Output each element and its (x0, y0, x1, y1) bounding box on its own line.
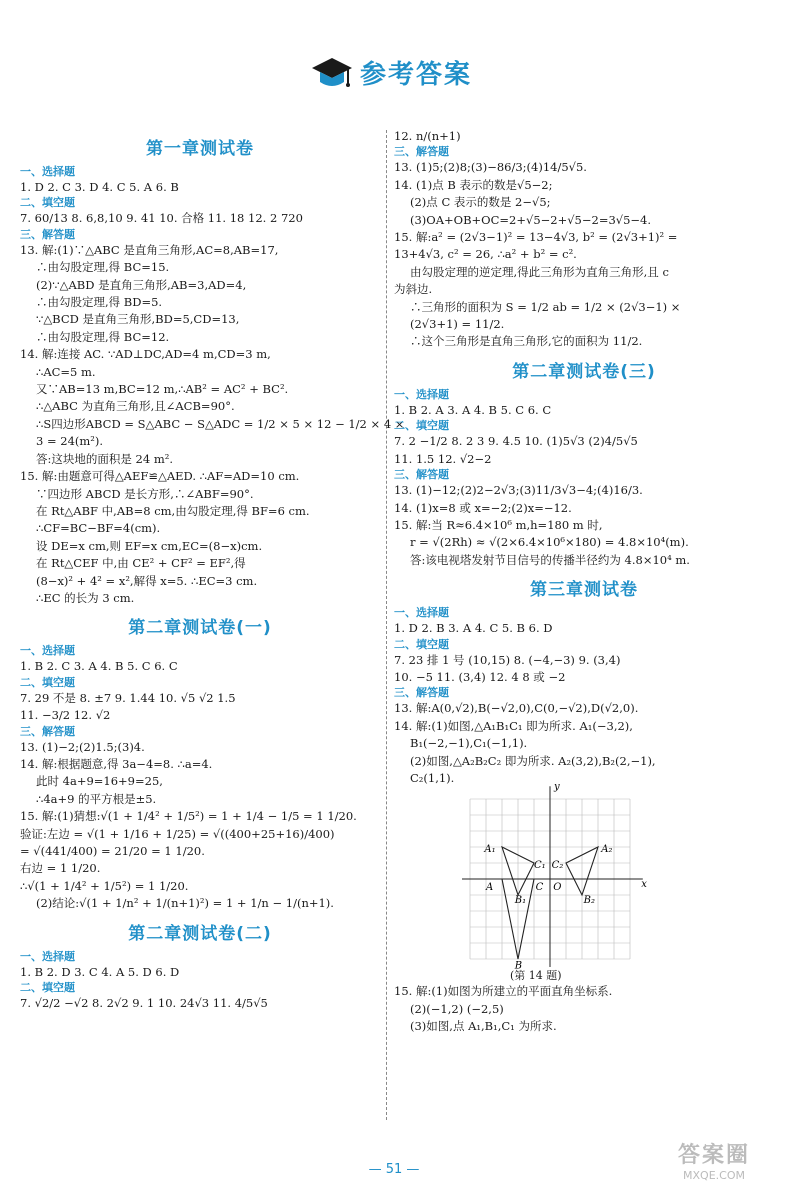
page-title: 参考答案 (360, 60, 473, 90)
section-heading: 二、填空题 (394, 419, 449, 433)
chapter-heading: 第二章测试卷(二) (128, 923, 272, 944)
answer-line: 10. −5 11. (3,4) 12. 4 8 或 −2 (394, 669, 566, 684)
answer-line: 为斜边. (394, 282, 433, 297)
page-header (0, 48, 788, 108)
section-heading: 二、填空题 (20, 981, 75, 995)
section-heading: 一、选择题 (394, 387, 449, 401)
answer-line: (3)如图,点 A₁,B₁,C₁ 为所求. (410, 1019, 557, 1034)
answer-line: ∵四边形 ABCD 是长方形,∴∠ABF=90°. (36, 486, 254, 501)
answer-line: 1. D 2. C 3. D 4. C 5. A 6. B (20, 180, 179, 194)
section-heading: 一、选择题 (20, 165, 75, 178)
point-label-b1: B₁ (514, 895, 527, 907)
answer-line: 15. 解:a² = (2√3−1)² = 13−4√3, b² = (2√3+1)² = (394, 230, 678, 245)
answer-line: ∴由勾股定理,得 BC=15. (36, 260, 170, 275)
answer-line: 14. (1)点 B 表示的数是√5−2; (394, 177, 553, 192)
answer-line: (2√3+1) = 11/2. (410, 317, 505, 332)
section-heading: 三、解答题 (20, 724, 75, 738)
answer-line: (8−x)² + 4² = x²,解得 x=5. ∴EC=3 cm. (36, 573, 258, 588)
answer-line: ∴这个三角形是直角三角形,它的面积为 11/2. (410, 334, 643, 349)
answer-line: 答:这块地的面积是 24 m². (36, 451, 173, 466)
answer-line: 11. 1.5 12. √2−2 (394, 451, 492, 466)
watermark-url: MXQE.COM (683, 1169, 745, 1182)
answer-line: = √(441/400) = 21/20 = 1 1/20. (20, 844, 205, 858)
answer-line: (3)OA+OB+OC=2+√5−2+√5−2=3√5−4. (410, 212, 652, 227)
section-heading: 三、解答题 (394, 686, 449, 700)
answer-line: ∴由勾股定理,得 BC=12. (36, 329, 170, 344)
answer-line: ∴由勾股定理,得 BD=5. (36, 295, 163, 310)
answer-line: 1. D 2. B 3. A 4. C 5. B 6. D (394, 621, 553, 636)
coordinate-grid (454, 781, 654, 972)
answer-line: 7. √2/2 −√2 8. 2√2 9. 1 10. 24√3 11. 4/5√5 (20, 996, 268, 1011)
axis-label-y: y (554, 781, 560, 793)
answer-line: ∴S四边形ABCD = S△ABC − S△ADC = 1/2 × 5 × 12 − 1/2 × 4 × (36, 416, 405, 431)
section-heading: 二、填空题 (20, 675, 75, 689)
answer-line: ∴CF=BC−BF=4(cm). (36, 521, 161, 536)
section-heading: 三、解答题 (20, 227, 75, 241)
left-column (20, 128, 405, 1012)
answer-line: 12. n/(n+1) (394, 129, 461, 143)
answer-line: 1. B 2. A 3. A 4. B 5. C 6. C (394, 402, 552, 417)
answer-line: (2)如图,△A₂B₂C₂ 即为所求. A₂(3,2),B₂(2,−1), (410, 753, 656, 768)
answer-line: C₂(1,1). (410, 770, 455, 785)
right-column (394, 128, 774, 1036)
answer-line: (2)∵△ABD 是直角三角形,AB=3,AD=4, (36, 277, 247, 292)
answer-line: 在 Rt△CEF 中,由 CE² + CF² = EF²,得 (36, 556, 246, 571)
section-heading: 二、填空题 (20, 196, 75, 210)
section-heading: 三、解答题 (394, 468, 449, 482)
answer-line: 答:该电视塔发射节目信号的传播半径约为 4.8×10⁴ m. (410, 552, 690, 567)
answer-line: 13. (1)−12;(2)2−2√3;(3)11/3√3−4;(4)16/3. (394, 483, 643, 498)
answer-line: 7. 2 −1/2 8. 2 3 9. 4.5 10. (1)5√3 (2)4/5√5 (394, 434, 638, 449)
answer-line: 右边 = 1 1/20. (20, 861, 101, 876)
answer-line: B₁(−2,−1),C₁(−1,1). (410, 736, 528, 751)
figure-caption: (第 14 题) (510, 969, 562, 983)
answer-line: ∵△BCD 是直角三角形,BD=5,CD=13, (36, 312, 240, 327)
chapter-heading: 第一章测试卷 (146, 139, 254, 159)
answer-line: r = √(2Rh) ≈ √(2×6.4×10⁶×180) = 4.8×10⁴(m). (410, 535, 689, 550)
answer-line: 15. 解:(1)猜想:√(1 + 1/4² + 1/5²) = 1 + 1/4 − 1/5 = 1 1/20. (20, 809, 357, 824)
point-label-b2: B₂ (583, 895, 595, 907)
answer-line: ∴△ABC 为直角三角形,且∠ACB=90°. (36, 399, 235, 414)
watermark-text: 答案圈 (677, 1143, 750, 1168)
answer-line: (2)结论:√(1 + 1/n² + 1/(n+1)²) = 1 + 1/n − 1/(n+1). (36, 896, 334, 911)
point-label-a2: A₂ (601, 844, 613, 856)
answer-line: 3 = 24(m²). (36, 434, 104, 449)
origin-label: O (553, 882, 562, 894)
section-heading: 一、选择题 (20, 949, 75, 963)
chapter-heading: 第二章测试卷(一) (128, 618, 272, 639)
answer-line: 7. 60/13 8. 6,8,10 9. 41 10. 合格 11. 18 12. 2 720 (20, 211, 303, 226)
answer-line: 14. 解:根据题意,得 3a−4=8. ∴a=4. (20, 756, 213, 771)
point-label-c1: C₁ (534, 860, 546, 872)
answer-line: 15. 解:当 R≈6.4×10⁶ m,h=180 m 时, (394, 517, 603, 532)
section-heading: 一、选择题 (394, 606, 449, 620)
answer-line: (2)点 C 表示的数是 2−√5; (410, 195, 551, 210)
answer-line: 15. 解:由题意可得△AEF≌△AED. ∴AF=AD=10 cm. (20, 469, 300, 484)
section-heading: 三、解答题 (394, 145, 449, 159)
answer-line: 15. 解:(1)如图为所建立的平面直角坐标系. (394, 984, 613, 999)
answer-line: 设 DE=x cm,则 EF=x cm,EC=(8−x)cm. (36, 538, 263, 553)
answer-line: 14. 解:连接 AC. ∵AD⊥DC,AD=4 m,CD=3 m, (20, 347, 271, 362)
watermark-logo (652, 1138, 776, 1192)
answer-line: 13+4√3, c² = 26, ∴a² + b² = c². (394, 247, 577, 262)
answer-line: ∴EC 的长为 3 cm. (36, 590, 135, 605)
graduation-cap-icon (308, 54, 356, 94)
column-divider (386, 130, 387, 1120)
answer-line: 此时 4a+9=16+9=25, (36, 774, 163, 789)
chapter-heading: 第二章测试卷(三) (512, 361, 656, 382)
answer-line: 在 Rt△ABF 中,AB=8 cm,由勾股定理,得 BF=6 cm. (36, 503, 310, 518)
answer-line: 1. B 2. D 3. C 4. A 5. D 6. D (20, 964, 180, 979)
answer-line: ∴AC=5 m. (36, 364, 96, 379)
answer-line: 13. (1)5;(2)8;(3)−86/3;(4)14/5√5. (394, 160, 587, 175)
axis-label-x: x (641, 879, 647, 891)
section-heading: 二、填空题 (394, 637, 449, 651)
point-label-b: B (514, 960, 523, 972)
point-label-a1: A₁ (484, 844, 496, 856)
point-label-c2: C₂ (551, 860, 564, 872)
answer-line: 13. 解:(1)∵△ABC 是直角三角形,AC=8,AB=17, (20, 242, 279, 257)
section-heading: 一、选择题 (20, 644, 75, 658)
answer-line: 13. 解:A(0,√2),B(−√2,0),C(0,−√2),D(√2,0). (394, 701, 639, 716)
coordinate-figure (454, 781, 654, 972)
answer-line: 又∵AB=13 m,BC=12 m,∴AB² = AC² + BC². (36, 382, 289, 397)
answer-line: (2)(−1,2) (−2,5) (410, 1001, 504, 1016)
answer-line: 由勾股定理的逆定理,得此三角形为直角三角形,且 c (410, 264, 669, 279)
answer-line: 13. (1)−2;(2)1.5;(3)4. (20, 739, 145, 754)
answer-line: 7. 23 排 1 号 (10,15) 8. (−4,−3) 9. (3,4) (394, 652, 621, 667)
answer-line: 11. −3/2 12. √2 (20, 708, 111, 723)
point-label-c: C (535, 882, 544, 894)
chapter-heading: 第三章测试卷 (530, 580, 638, 601)
answer-line: 1. B 2. C 3. A 4. B 5. C 6. C (20, 659, 178, 674)
answer-line: ∴√(1 + 1/4² + 1/5²) = 1 1/20. (20, 878, 189, 893)
answer-line: 验证:左边 = √(1 + 1/16 + 1/25) = √((400+25+16)/400) (20, 826, 335, 841)
answer-line: ∴三角形的面积为 S = 1/2 ab = 1/2 × (2√3−1) × (410, 299, 681, 314)
answer-line: 14. 解:(1)如图,△A₁B₁C₁ 即为所求. A₁(−3,2), (394, 718, 633, 733)
point-label-a: A (486, 882, 494, 894)
answer-line: ∴4a+9 的平方根是±5. (36, 791, 157, 806)
answer-line: 7. 29 不是 8. ±7 9. 1.44 10. √5 √2 1.5 (20, 690, 236, 705)
page-number: — 51 — (368, 1162, 420, 1177)
answer-line: 14. (1)x=8 或 x=−2;(2)x=−12. (394, 500, 572, 515)
